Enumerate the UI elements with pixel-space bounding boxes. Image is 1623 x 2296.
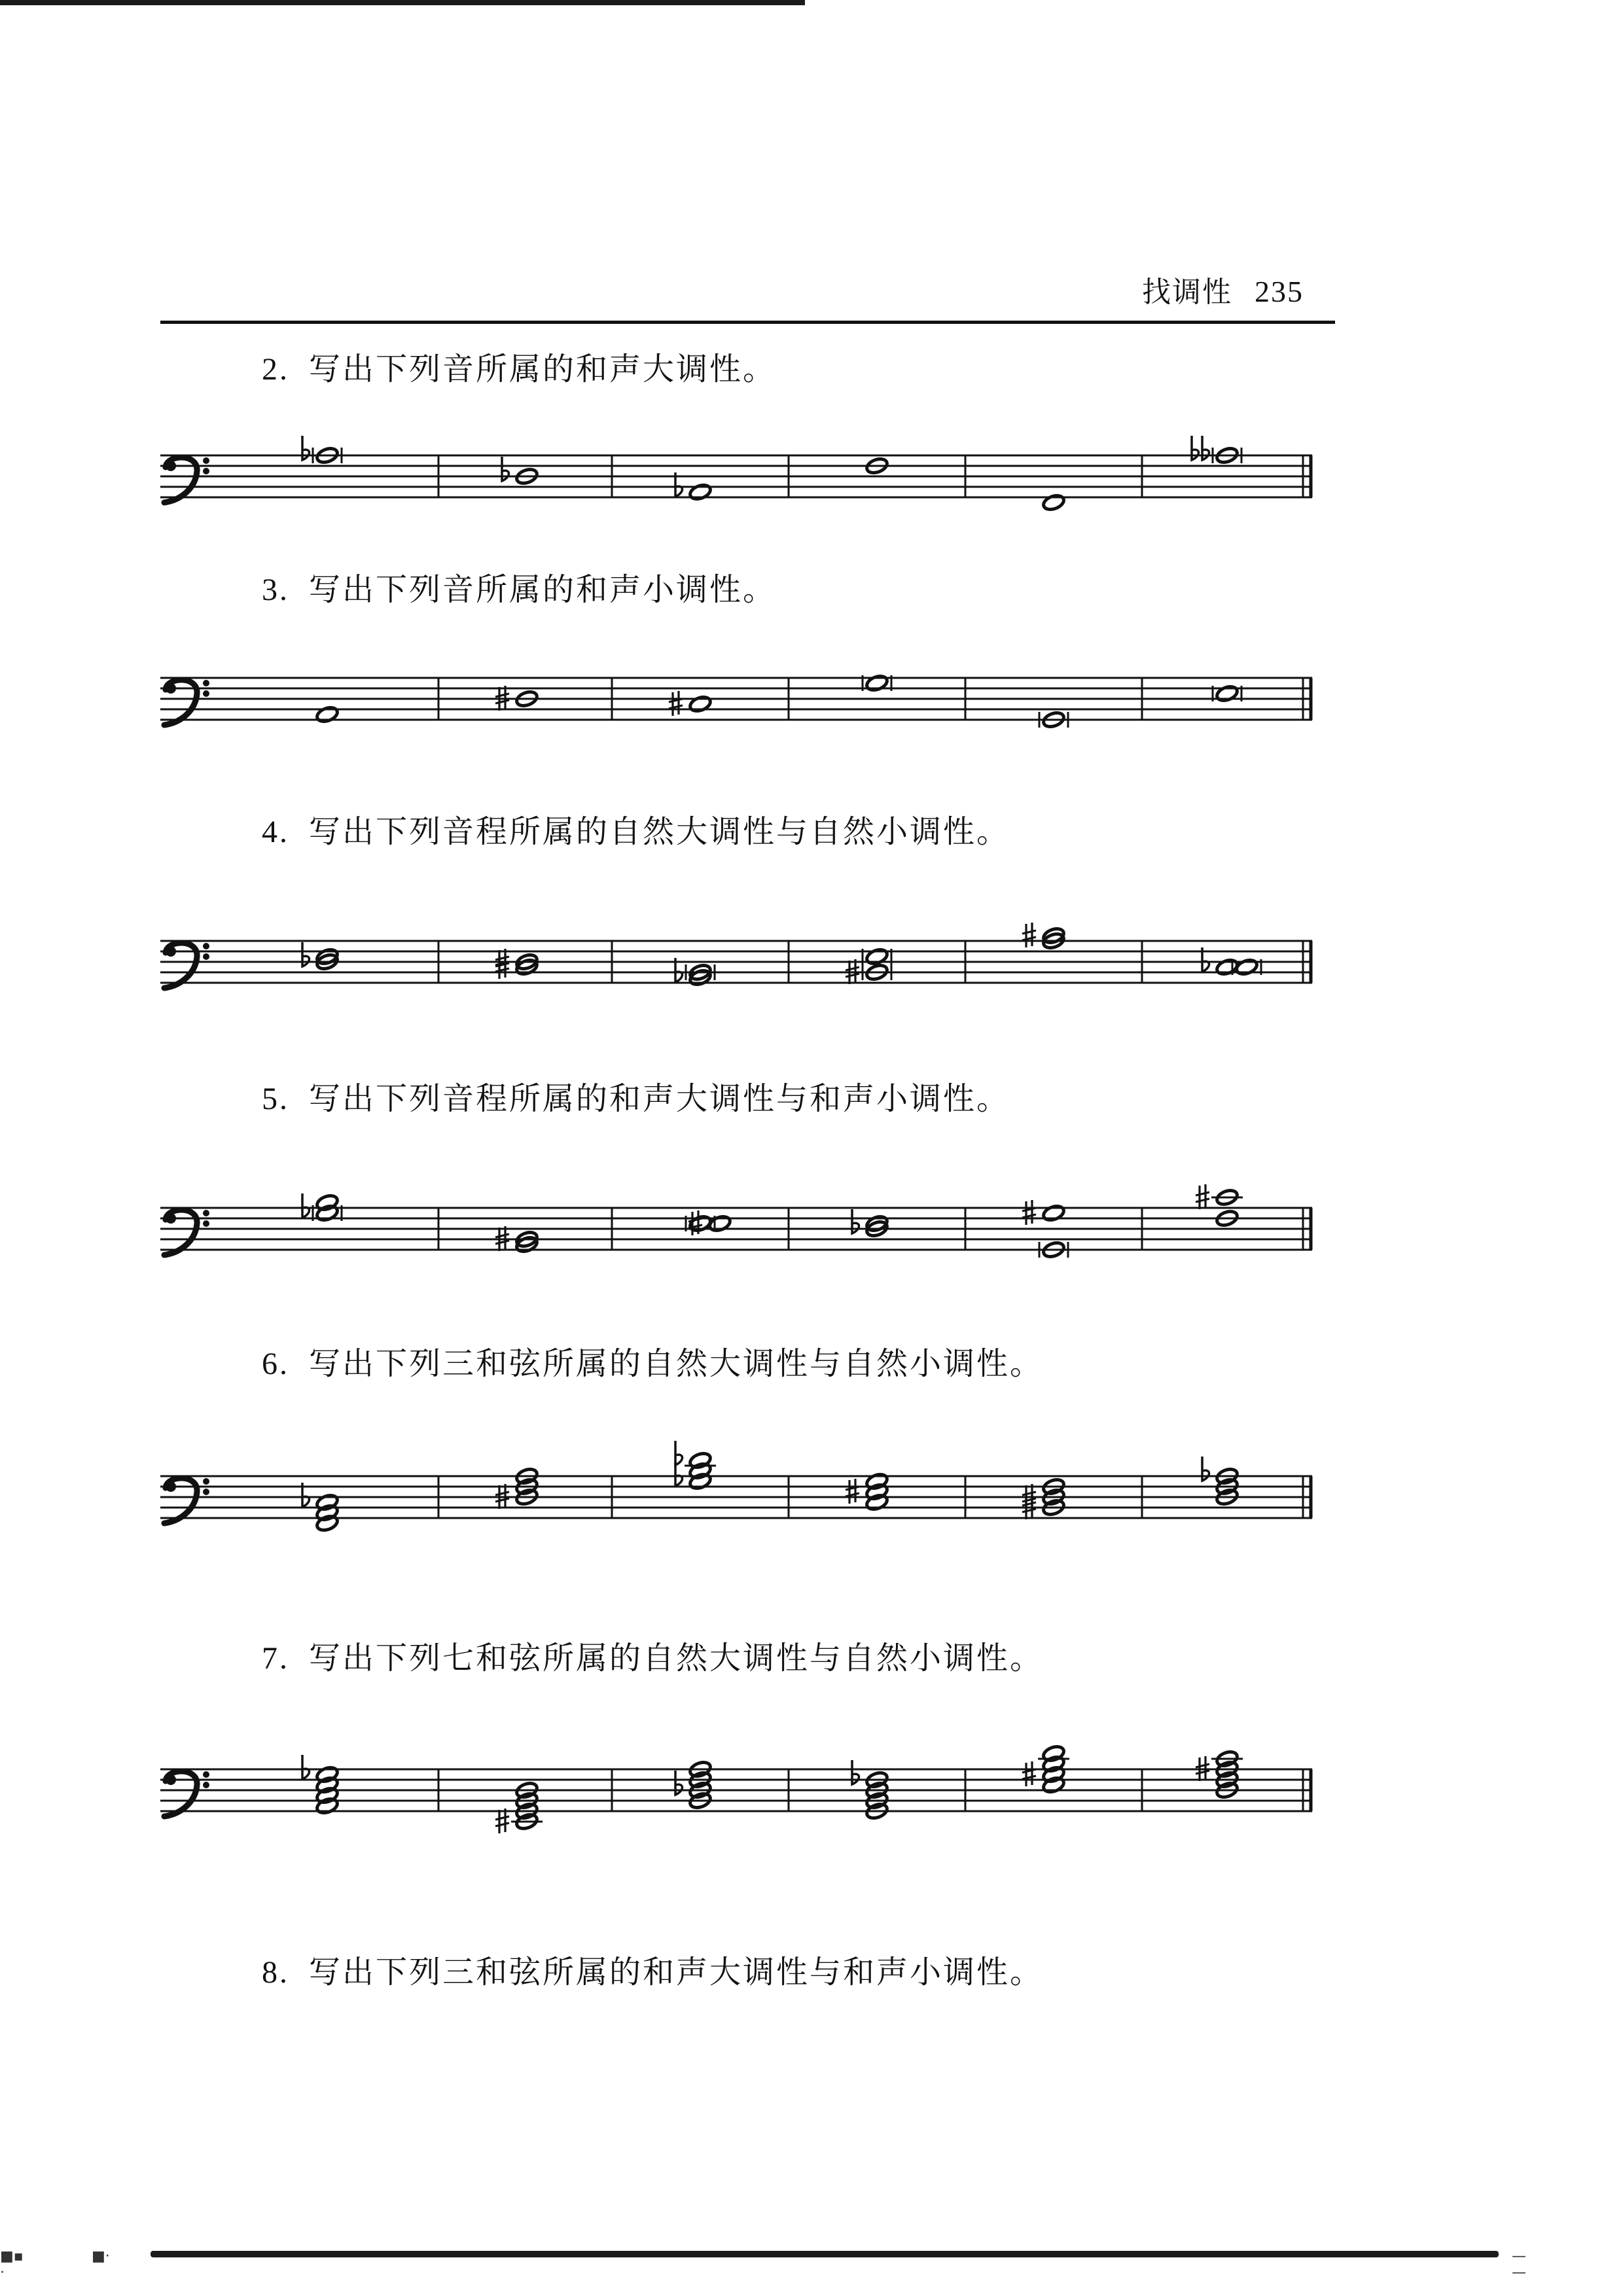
bass-clef-dot (166, 1775, 176, 1785)
question-number: 2. (262, 352, 289, 387)
bass-clef-dot (203, 1210, 209, 1216)
whole-note (688, 483, 713, 502)
bass-clef-dot (203, 953, 209, 960)
bass-clef-dot (203, 1220, 209, 1227)
section-title: 找调性 (1142, 275, 1232, 309)
whole-note (708, 1214, 732, 1233)
bass-clef-dot (203, 1478, 209, 1485)
question-text: 写出下列三和弦所属的自然大调性与自然小调性。 (309, 1345, 1044, 1382)
question-text: 写出下列音所属的和声大调性。 (309, 351, 777, 387)
question-number: 7. (262, 1641, 289, 1676)
music-staff (0, 904, 1623, 1022)
question-text: 写出下列音程所属的和声大调性与和声小调性。 (309, 1080, 1010, 1117)
question (262, 564, 776, 609)
question-number: 3. (262, 573, 289, 607)
question-text: 写出下列七和弦所属的自然大调性与自然小调性。 (309, 1640, 1044, 1676)
bass-clef-dot (166, 946, 176, 957)
sharp-icon (669, 691, 683, 716)
whole-note (1042, 493, 1066, 512)
sharp-icon (1196, 1184, 1209, 1209)
page-number: 235 (1255, 275, 1304, 308)
music-staff (0, 1171, 1623, 1289)
whole-note (1042, 1204, 1066, 1223)
music-staff (0, 1733, 1623, 1850)
music-staff (0, 1439, 1623, 1557)
bass-clef-dot (166, 461, 176, 471)
bass-clef-dot (203, 468, 209, 474)
breve-note (865, 674, 889, 693)
flat-icon (302, 1755, 310, 1779)
whole-note (688, 695, 713, 714)
question (262, 1073, 1010, 1118)
sharp-icon (1022, 923, 1036, 947)
bass-clef-dot (166, 1481, 176, 1492)
breve-note (1215, 684, 1240, 703)
breve-note (1235, 958, 1259, 977)
music-staff (0, 419, 1623, 537)
bass-clef-dot (203, 457, 209, 464)
sharp-icon (846, 1479, 859, 1504)
sharp-icon (1022, 1761, 1036, 1786)
question-number: 6. (262, 1347, 289, 1381)
music-staff (0, 641, 1623, 759)
sharp-icon (495, 1809, 509, 1833)
bass-clef-dot (203, 680, 209, 686)
question (262, 1338, 1043, 1383)
question (262, 1947, 1043, 1992)
flat-icon (675, 1441, 683, 1465)
scan-edge-mark (0, 0, 805, 5)
bass-clef-dot (166, 683, 176, 694)
whole-note (315, 705, 340, 724)
bass-clef-dot (203, 1782, 209, 1788)
question (262, 344, 776, 389)
question-number: 4. (262, 815, 289, 849)
question-number: 5. (262, 1082, 289, 1116)
question (262, 1633, 1043, 1678)
bass-clef-dot (166, 1213, 176, 1224)
scan-edge-mark (151, 2251, 1499, 2257)
flat-icon (302, 1193, 310, 1218)
sharp-icon (1022, 1200, 1036, 1225)
bass-clef-dot (203, 1771, 209, 1778)
running-head (1142, 268, 1304, 310)
question-text: 写出下列三和弦所属的和声大调性与和声小调性。 (309, 1954, 1044, 1990)
page-header (160, 249, 1335, 324)
bass-clef-dot (203, 1489, 209, 1495)
bass-clef-dot (203, 690, 209, 697)
question-text: 写出下列音程所属的自然大调性与自然小调性。 (309, 813, 1010, 850)
bass-clef-dot (203, 943, 209, 949)
question-number: 8. (262, 1955, 289, 1990)
question-text: 写出下列音所属的和声小调性。 (309, 571, 777, 608)
question (262, 806, 1010, 851)
breve-note (865, 947, 889, 966)
